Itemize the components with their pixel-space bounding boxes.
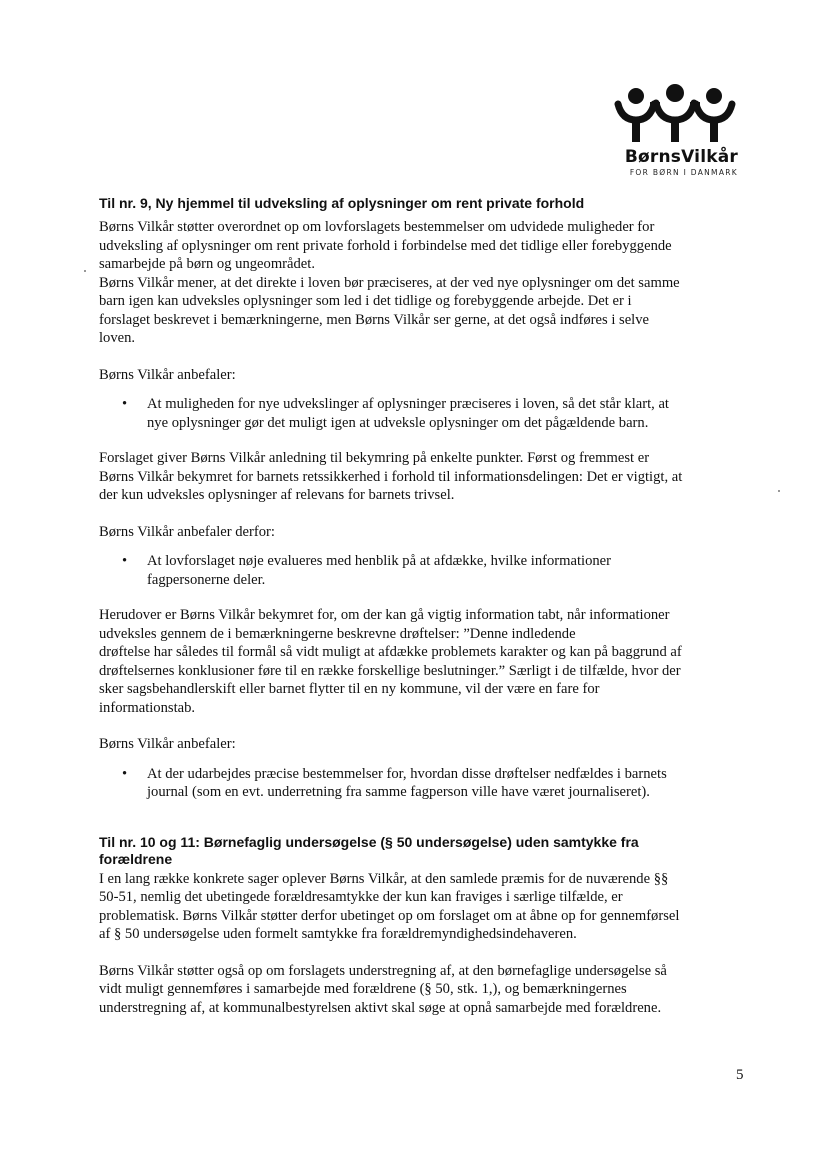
logo-tagline: FOR BØRN I DANMARK	[629, 168, 738, 177]
text-line: Herudover er Børns Vilkår bekymret for, om der kan gå vigtig information tabt, når informationer	[99, 607, 670, 623]
paragraph	[99, 449, 747, 505]
recommendation-list	[99, 552, 747, 589]
text-line: nye oplysninger gør det muligt igen at udveksle oplysninger om det pågældende barn.	[147, 414, 649, 431]
text-line: Børns Vilkår bekymret for barnets retssikkerhed i forhold til informationsdelingen: Det er vigtigt, at	[99, 468, 683, 485]
text-line: At der udarbejdes præcise bestemmelser for, hvordan disse drøftelser nedfældes i barnets	[147, 765, 667, 782]
logo-name: BørnsVilkår	[624, 147, 738, 167]
heading-line: forældrene	[99, 850, 173, 867]
paragraph	[99, 962, 747, 1018]
text-line: drøftelse har således til formål så vidt muligt at afdække problemets karakter og kan på baggrund af	[99, 644, 682, 660]
text-line: 50-51, nemlig det ubetingede forældresamtykke der kun kan fraviges i særlige tilfælde, er	[99, 889, 623, 905]
text-line: drøftelsernes konklusioner føre til en række forskellige beslutninger.” Særligt i de tilfælde, hvor der	[99, 662, 681, 679]
text-line: barn igen kan udveksles oplysninger som led i det tidlige og forebyggende arbejde. Det er i	[99, 293, 632, 309]
text-line: At lovforslaget nøje evalueres med henblik på at afdække, hvilke informationer	[147, 553, 612, 569]
text-line: Børns Vilkår støtter overordnet op om lovforslagets bestemmelser om udvidede muligheder for	[99, 219, 655, 235]
text-line: Børns Vilkår støtter også op om forslagets understregning af, at den børnefaglige undersøgelse så	[99, 962, 667, 979]
paragraph	[99, 606, 747, 717]
section-heading	[99, 834, 747, 868]
text-line: informationstab.	[99, 699, 196, 716]
text-line: udveksling af oplysninger om rent private forhold i forbindelse med det tidlige eller forebyggende	[99, 237, 672, 254]
text-line: sker sagsbehandlerskift eller barnet flytter til en ny kommune, vil der være en fare for	[99, 681, 600, 697]
text-line: udveksles gennem de i bemærkningerne beskrevne drøftelser: ”Denne indledende	[99, 625, 576, 642]
borns-vilkar-logo	[612, 80, 738, 180]
scan-speck	[84, 270, 86, 272]
recommendation-list	[99, 765, 747, 802]
recommendation-list	[99, 395, 747, 432]
text-line: loven.	[99, 330, 136, 346]
text-line: Børns Vilkår anbefaler:	[99, 736, 236, 752]
text-line: vidt muligt gennemføres i samarbejde med forældrene (§ 50, stk. 1,), og bemærkningernes	[99, 981, 627, 997]
paragraph	[99, 870, 747, 944]
document-body	[99, 195, 747, 1017]
scan-speck	[778, 490, 780, 492]
section-heading: Til nr. 9, Ny hjemmel til udveksling af oplysninger om rent private forhold	[99, 195, 585, 211]
text-line: Børns Vilkår mener, at det direkte i loven bør præciseres, at der ved nye oplysninger om det samme	[99, 274, 680, 291]
text-line: Forslaget giver Børns Vilkår anledning til bekymring på enkelte punkter. Først og fremmest er	[99, 450, 650, 466]
heading-line: Til nr. 10 og 11: Børnefaglig undersøgelse (§ 50 undersøgelse) uden samtykke fra	[99, 833, 639, 850]
text-line: fagpersonerne deler.	[147, 571, 266, 588]
text-line: der kun udveksles oplysninger af relevans for barnets trivsel.	[99, 487, 455, 503]
text-line: forslaget beskrevet i bemærkningerne, men Børns Vilkår ser gerne, at det også indføres i selve	[99, 311, 650, 328]
paragraph	[99, 218, 747, 348]
paragraph	[99, 523, 747, 542]
list-item	[99, 395, 747, 432]
text-line: Børns Vilkår anbefaler:	[99, 366, 236, 383]
bullet-icon: •	[122, 396, 128, 412]
three-children-figures-icon	[612, 80, 738, 146]
text-line: Børns Vilkår anbefaler derfor:	[99, 523, 275, 540]
text-line: I en lang række konkrete sager oplever Børns Vilkår, at den samlede præmis for de nuværende §§	[99, 870, 669, 887]
text-line: At muligheden for nye udvekslinger af oplysninger præciseres i loven, så det står klart, at	[147, 396, 669, 412]
text-line: samarbejde på børn og ungeområdet.	[99, 256, 315, 272]
text-line: af § 50 undersøgelse uden formelt samtykke fra forældremyndighedsindehaveren.	[99, 926, 577, 942]
paragraph	[99, 366, 747, 385]
text-line: problematisk. Børns Vilkår støtter derfor ubetinget op om forslaget om at åbne op for gennemførsel	[99, 907, 680, 924]
text-line: journal (som en evt. underretning fra samme fagperson ville have været journaliseret).	[147, 784, 650, 800]
list-item	[99, 552, 747, 589]
page-number: 5	[736, 1067, 744, 1083]
bullet-icon: •	[122, 553, 128, 569]
paragraph	[99, 735, 747, 754]
bullet-icon: •	[122, 765, 128, 782]
list-item	[99, 765, 747, 802]
text-line: understregning af, at kommunalbestyrelsen aktivt skal søge at opnå samarbejde med forældrene.	[99, 999, 662, 1016]
